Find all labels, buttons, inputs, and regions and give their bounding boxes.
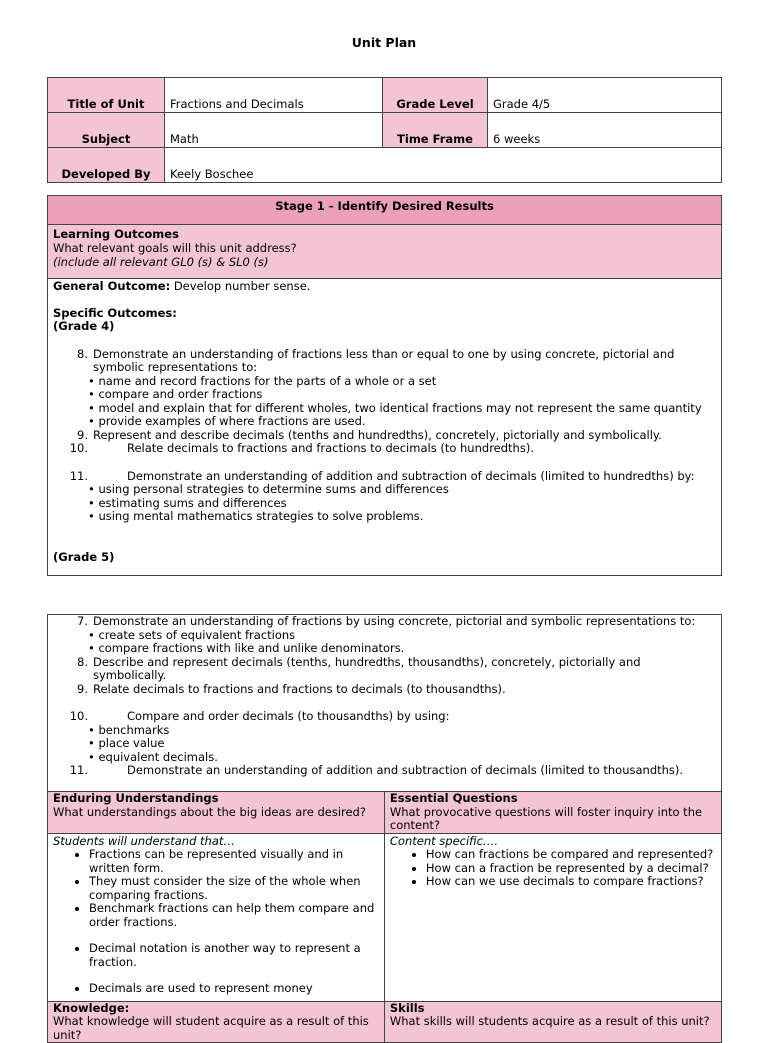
learning-outcomes-title: Learning Outcomes — [53, 227, 179, 241]
g5-o7-sub: • compare fractions with like and unlike denominators. — [88, 642, 716, 656]
developed-by-value: Keely Boschee — [165, 148, 722, 183]
g4-o11-subs — [53, 483, 716, 524]
g4-o11-sub: • using personal strategies to determine sums and differences — [88, 483, 716, 497]
g4-o11-text: Demonstrate an understanding of addition and subtraction of decimals (limited to hundredths) by: — [127, 468, 695, 483]
eq-question: What provocative questions will foster inquiry into the content? — [389, 804, 703, 832]
g5-outcome-7 — [53, 615, 716, 629]
g4-outcome-9 — [53, 429, 716, 443]
g4-outcome-11 — [53, 470, 716, 484]
g4-o8-subs — [53, 375, 716, 429]
stage1-heading: Stage 1 - Identify Desired Results — [48, 196, 722, 225]
specific-outcomes-label: Specific Outcomes: — [53, 305, 177, 320]
eq-list — [390, 848, 716, 889]
g4-o8-sub: • model and explain that for different wholes, two identical fractions may not represent the same quantity — [88, 402, 716, 416]
g5-o7-subs — [53, 629, 716, 656]
g5-outcome-8 — [53, 656, 716, 683]
knowledge-title: Knowledge: — [53, 1000, 130, 1015]
grade-level-label: Grade Level — [383, 78, 488, 113]
essential-questions-header — [384, 792, 721, 834]
g5-o10-sub: • benchmarks — [88, 724, 716, 738]
g4-o8-sub: • compare and order fractions — [88, 388, 716, 402]
learning-outcomes-question: What relevant goals will this unit address? — [53, 241, 297, 255]
g5-o7-number: 7. — [77, 614, 88, 628]
stage1-table — [47, 195, 722, 576]
unit-header-table — [47, 77, 722, 183]
eq-item: • How can we use decimals to compare fractions? — [426, 875, 716, 889]
title-of-unit-label: Title of Unit — [48, 78, 165, 113]
g4-o8-sub: • provide examples of where fractions are used. — [88, 415, 716, 429]
eu-item: • They must consider the size of the whole when comparing fractions. — [89, 875, 379, 902]
page2-table — [47, 614, 722, 1043]
general-outcome — [53, 280, 716, 294]
g5-o11-text: Demonstrate an understanding of addition and subtraction of decimals (limited to thousandths). — [127, 763, 684, 777]
g5-outcome-9 — [53, 683, 716, 697]
g5-o9-text: Relate decimals to fractions and fractions to decimals (to thousandths). — [93, 681, 506, 696]
g4-o11-sub: • estimating sums and differences — [88, 497, 716, 511]
g5-outcome-11 — [53, 764, 716, 778]
essential-questions-cell — [384, 833, 721, 1001]
eu-item: • Decimal notation is another way to represent a fraction. — [89, 942, 379, 969]
eu-list — [53, 848, 379, 996]
eu-item: • Benchmark fractions can help them compare and order fractions. — [89, 902, 379, 929]
g4-o8-text: Demonstrate an understanding of fractions less than or equal to one by using concrete, pictorial and symbolic representations to: — [93, 346, 675, 374]
g4-o10-number: 10. — [69, 441, 88, 455]
g4-o10-text: Relate decimals to fractions and fractions to decimals (to hundredths). — [127, 441, 534, 455]
g4-o8-sub: • name and record fractions for the parts of a whole or a set — [88, 375, 716, 389]
g4-outcome-8 — [53, 348, 716, 375]
time-frame-value: 6 weeks — [488, 113, 722, 148]
g5-o10-text: Compare and order decimals (to thousandths) by using: — [127, 709, 450, 723]
eq-intro: Content specific…. — [389, 833, 499, 848]
eu-question: What understandings about the big ideas are desired? — [53, 804, 366, 819]
general-outcome-text: Develop number sense. — [170, 279, 311, 293]
page-title: Unit Plan — [351, 35, 417, 50]
grade4-label: (Grade 4) — [53, 319, 115, 333]
grade5-outcomes-cell — [48, 615, 722, 792]
developed-by-label: Developed By — [48, 148, 165, 183]
g4-o9-number: 9. — [77, 427, 88, 442]
g5-o10-number: 10. — [69, 709, 88, 723]
g5-o11-number: 11. — [69, 763, 88, 777]
g5-o8-text: Describe and represent decimals (tenths, hundredths, thousandths), concretely, pictorially and symbolically. — [93, 654, 641, 682]
eq-item: • How can a fraction be represented by a decimal? — [426, 862, 716, 876]
eu-item: • Fractions can be represented visually and in written form. — [89, 848, 379, 875]
g5-o10-subs — [53, 724, 716, 765]
g4-o11-sub: • using mental mathematics strategies to solve problems. — [88, 510, 716, 524]
g5-o8-number: 8. — [77, 654, 88, 669]
g4-outcome-10 — [53, 442, 716, 456]
eu-title: Enduring Understandings — [53, 791, 219, 805]
g4-o9-text: Represent and describe decimals (tenths and hundredths), concretely, pictorially and symbolically. — [93, 427, 662, 442]
learning-outcomes-hint: (include all relevant GL0 (s) & SL0 (s) — [53, 255, 269, 269]
outcomes-cell — [48, 279, 722, 576]
g5-o9-number: 9. — [77, 681, 88, 696]
subject-value: Math — [165, 113, 383, 148]
title-of-unit-value: Fractions and Decimals — [165, 78, 383, 113]
eu-item: • Decimals are used to represent money — [89, 982, 379, 996]
g5-o10-sub: • equivalent decimals. — [88, 751, 716, 765]
eu-intro: Students will understand that… — [53, 833, 235, 848]
enduring-understandings-cell — [48, 833, 385, 1001]
general-outcome-label: General Outcome: — [53, 279, 171, 293]
grade5-label: (Grade 5) — [53, 549, 115, 564]
g4-o8-number: 8. — [77, 346, 88, 361]
learning-outcomes-header — [48, 225, 722, 279]
knowledge-header — [48, 1001, 385, 1043]
time-frame-label: Time Frame — [383, 113, 488, 148]
g5-o10-sub: • place value — [88, 737, 716, 751]
eq-title: Essential Questions — [389, 791, 518, 805]
skills-title: Skills — [389, 1000, 425, 1015]
g5-outcome-10 — [53, 710, 716, 724]
skills-header — [384, 1001, 721, 1043]
enduring-understandings-header — [48, 792, 385, 834]
g5-o7-sub: • create sets of equivalent fractions — [88, 629, 716, 643]
g4-o11-number: 11. — [69, 468, 88, 483]
eq-item: • How can fractions be compared and represented? — [426, 848, 716, 862]
skills-question: What skills will students acquire as a result of this unit? — [389, 1014, 710, 1028]
g5-o7-text: Demonstrate an understanding of fractions by using concrete, pictorial and symbolic representations to: — [93, 614, 696, 628]
knowledge-question: What knowledge will student acquire as a result of this unit? — [53, 1014, 369, 1042]
subject-label: Subject — [48, 113, 165, 148]
grade-level-value: Grade 4/5 — [488, 78, 722, 113]
